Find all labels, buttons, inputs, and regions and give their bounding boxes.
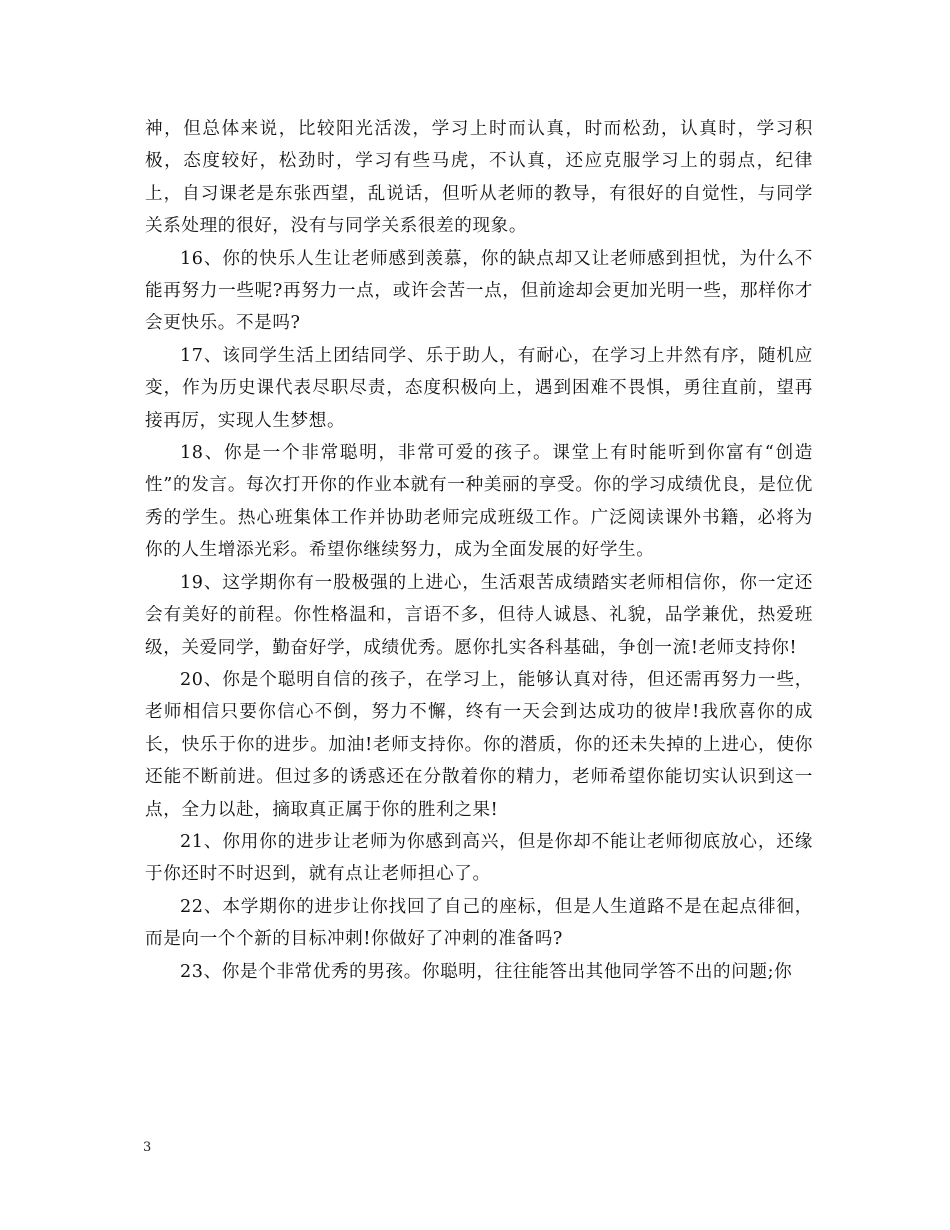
paragraph-16: 16、你的快乐人生让老师感到羡慕，你的缺点却又让老师感到担忧，为什么不能再努力一些呢?再努力一点，或许会苦一点，但前途却会更加光明一些，那样你才会更快乐。不是吗? — [145, 248, 813, 334]
document-body — [145, 113, 813, 988]
paragraph-20: 20、你是个聪明自信的孩子，在学习上，能够认真对待，但还需再努力一些，老师相信只要你信心不倒，努力不懈，终有一天会到达成功的彼岸!我欣喜你的成长，快乐于你的进步。加油!老师支持你。你的潜质，你的还未失掉的上进心，使你还能不断前进。但过多的诱惑还在分散着你的精力，老师希望你能切实认识到这一点，全力以赴，摘取真正属于你的胜利之果! — [145, 669, 813, 820]
paragraph-19: 19、这学期你有一股极强的上进心，生活艰苦成绩踏实老师相信你，你一定还会有美好的前程。你性格温和，言语不多，但待人诚恳、礼貌，品学兼优，热爱班级，关爱同学，勤奋好学，成绩优秀。愿你扎实各科基础，争创一流!老师支持你! — [145, 572, 813, 658]
paragraph-22: 22、本学期你的进步让你找回了自己的座标，但是人生道路不是在起点徘徊，而是向一个个新的目标冲刺!你做好了冲刺的准备吗? — [145, 896, 813, 950]
paragraph-18: 18、你是一个非常聪明，非常可爱的孩子。课堂上有时能听到你富有“创造性”的发言。每次打开你的作业本就有一种美丽的享受。你的学习成绩优良，是位优秀的学生。热心班集体工作并协助老师完成班级工作。广泛阅读课外书籍，必将为你的人生增添光彩。希望你继续努力，成为全面发展的好学生。 — [145, 443, 813, 561]
paragraph-continued: 神，但总体来说，比较阳光活泼，学习上时而认真，时而松劲，认真时，学习积极，态度较好，松劲时，学习有些马虎，不认真，还应克服学习上的弱点，纪律上，自习课老是东张西望，乱说话，但听从老师的教导，有很好的自觉性，与同学关系处理的很好，没有与同学关系很差的现象。 — [145, 119, 813, 237]
page-number: 3 — [143, 1140, 152, 1155]
paragraph-23: 23、你是个非常优秀的男孩。你聪明，往往能答出其他同学答不出的问题;你 — [180, 961, 793, 982]
paragraph-17: 17、该同学生活上团结同学、乐于助人，有耐心，在学习上井然有序，随机应变，作为历史课代表尽职尽责，态度积极向上，遇到困难不畏惧，勇往直前，望再接再厉，实现人生梦想。 — [145, 345, 813, 431]
paragraph-21: 21、你用你的进步让老师为你感到高兴，但是你却不能让老师彻底放心，还缘于你还时不时迟到，就有点让老师担心了。 — [145, 831, 813, 885]
